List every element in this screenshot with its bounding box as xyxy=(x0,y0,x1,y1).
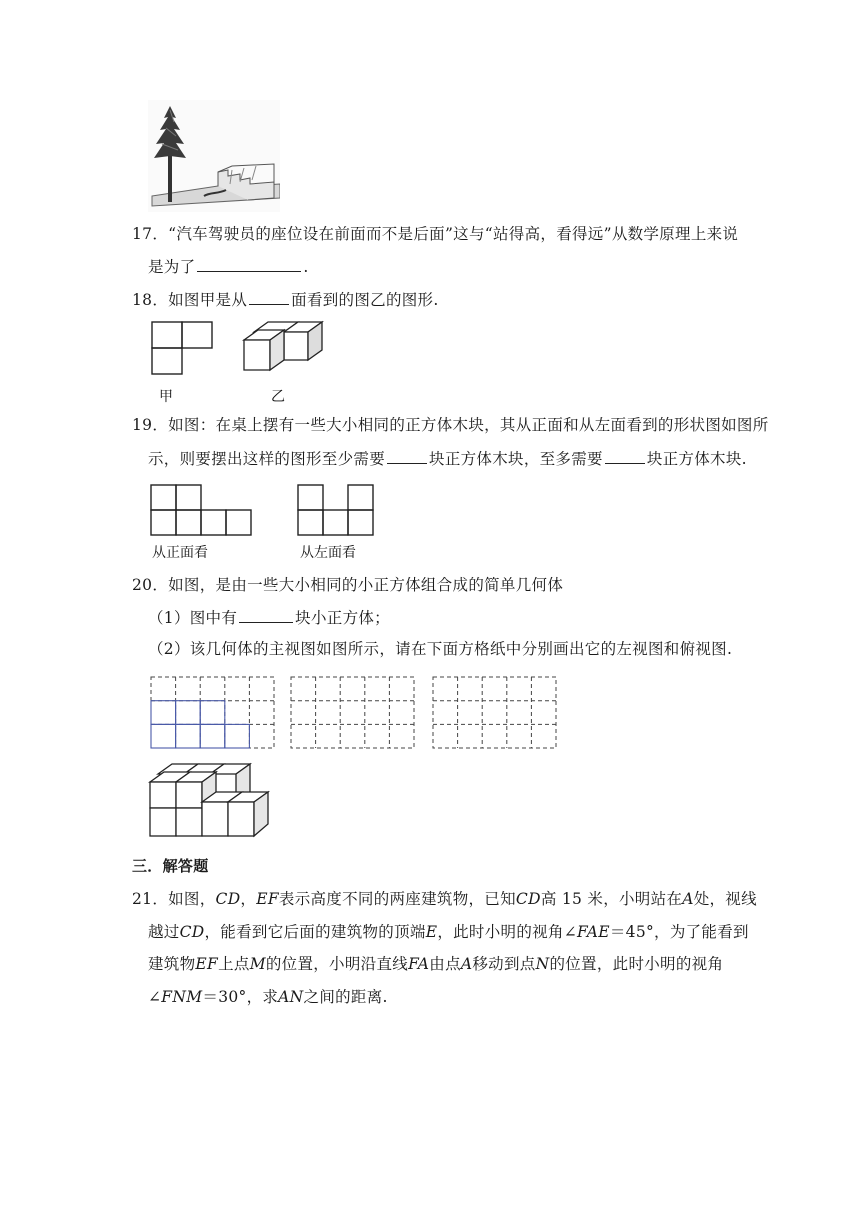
question-text: 示，则要摆出这样的图形至少需要 xyxy=(148,450,386,468)
question-text: “汽车驾驶员的座位设在前面而不是后面”这与“站得高，看得远”从数学原理上来说 xyxy=(168,225,739,243)
question-text: 如图，是由一些大小相同的小正方体组合成的简单几何体 xyxy=(168,576,564,594)
answer-blank-min[interactable] xyxy=(387,447,427,464)
question-text: 块正方体木块，至多需要 xyxy=(429,450,603,468)
math-var: N xyxy=(535,955,550,973)
math-var: CD xyxy=(215,890,241,908)
figure-caption: 乙 xyxy=(271,389,285,405)
math-var: M xyxy=(249,955,266,973)
question-text: 表示高度不同的两座建筑物，已知 xyxy=(278,890,516,908)
view-figure-jia xyxy=(150,321,216,381)
front-view-figure xyxy=(148,484,254,540)
figure-caption: 从左面看 xyxy=(300,545,356,561)
question-number: 20． xyxy=(132,576,169,594)
left-view-figure xyxy=(296,484,376,540)
question-text: 块小正方体； xyxy=(295,609,390,627)
math-var: FNM xyxy=(161,988,203,1006)
question-text: 如图甲是从 xyxy=(168,291,248,309)
question-text: 之间的距离. xyxy=(303,988,388,1006)
answer-blank[interactable] xyxy=(249,288,289,305)
cube-composition-figure xyxy=(146,762,284,844)
grid-paper-main-view[interactable] xyxy=(150,676,276,750)
grid-paper-top-view[interactable] xyxy=(432,676,558,750)
question-text: 如图， xyxy=(168,890,216,908)
figure-caption: 从正面看 xyxy=(152,545,208,561)
question-number: 18． xyxy=(132,291,169,309)
answer-blank[interactable] xyxy=(197,255,301,272)
question-text: 越过 xyxy=(148,923,180,941)
question-text: ＝45°，为了能看到 xyxy=(609,923,749,941)
math-var: CD xyxy=(179,923,205,941)
question-text: 面看到的图乙的图形. xyxy=(291,291,439,309)
math-var: FAE xyxy=(577,923,610,941)
question-text: 如图：在桌上摆有一些大小相同的正方体木块，其从正面和从左面看到的形状图如图所 xyxy=(168,416,769,434)
question-text: 上点 xyxy=(218,955,250,973)
math-var: EF xyxy=(195,955,219,973)
question-text: 高 15 米，小明站在 xyxy=(540,890,683,908)
math-var: CD xyxy=(515,890,541,908)
question-text: （2）该几何体的主视图如图所示，请在下面方格纸中分别画出它的左视图和俯视图. xyxy=(148,640,733,658)
math-var: A xyxy=(460,955,473,973)
question-text: 移动到点 xyxy=(472,955,536,973)
grid-paper-left-view[interactable] xyxy=(290,676,416,750)
math-var: A xyxy=(682,890,694,908)
math-var: EF xyxy=(256,890,279,908)
question-number: 21． xyxy=(132,890,169,908)
figure-caption: 甲 xyxy=(159,389,173,405)
question-text: . xyxy=(303,258,309,276)
question-text: ＝30°，求 xyxy=(202,988,279,1006)
tree-and-steps-figure xyxy=(148,100,280,212)
question-text: 块正方体木块. xyxy=(646,450,747,468)
math-var: FA xyxy=(408,955,430,973)
question-text: 处，视线 xyxy=(693,890,757,908)
question-text: ∠ xyxy=(148,988,162,1006)
question-text: 建筑物 xyxy=(148,955,196,973)
cube-figure-yi xyxy=(238,320,324,384)
question-text: ， xyxy=(240,890,257,908)
section-title: 三．解答题 xyxy=(132,857,209,875)
answer-blank-max[interactable] xyxy=(605,447,645,464)
question-text: 由点 xyxy=(429,955,461,973)
question-text: （1）图中有 xyxy=(148,609,238,627)
math-var: E xyxy=(425,923,438,941)
answer-blank[interactable] xyxy=(239,606,293,623)
question-text: 的位置，小明沿直线 xyxy=(265,955,409,973)
question-text: 是为了 xyxy=(148,258,196,276)
question-text: ，此时小明的视角∠ xyxy=(437,923,578,941)
question-text: 的位置，此时小明的视角 xyxy=(549,955,724,973)
question-number: 17． xyxy=(132,225,169,243)
question-number: 19． xyxy=(132,416,169,434)
math-var: AN xyxy=(278,988,304,1006)
question-text: ，能看到它后面的建筑物的顶端 xyxy=(204,923,426,941)
